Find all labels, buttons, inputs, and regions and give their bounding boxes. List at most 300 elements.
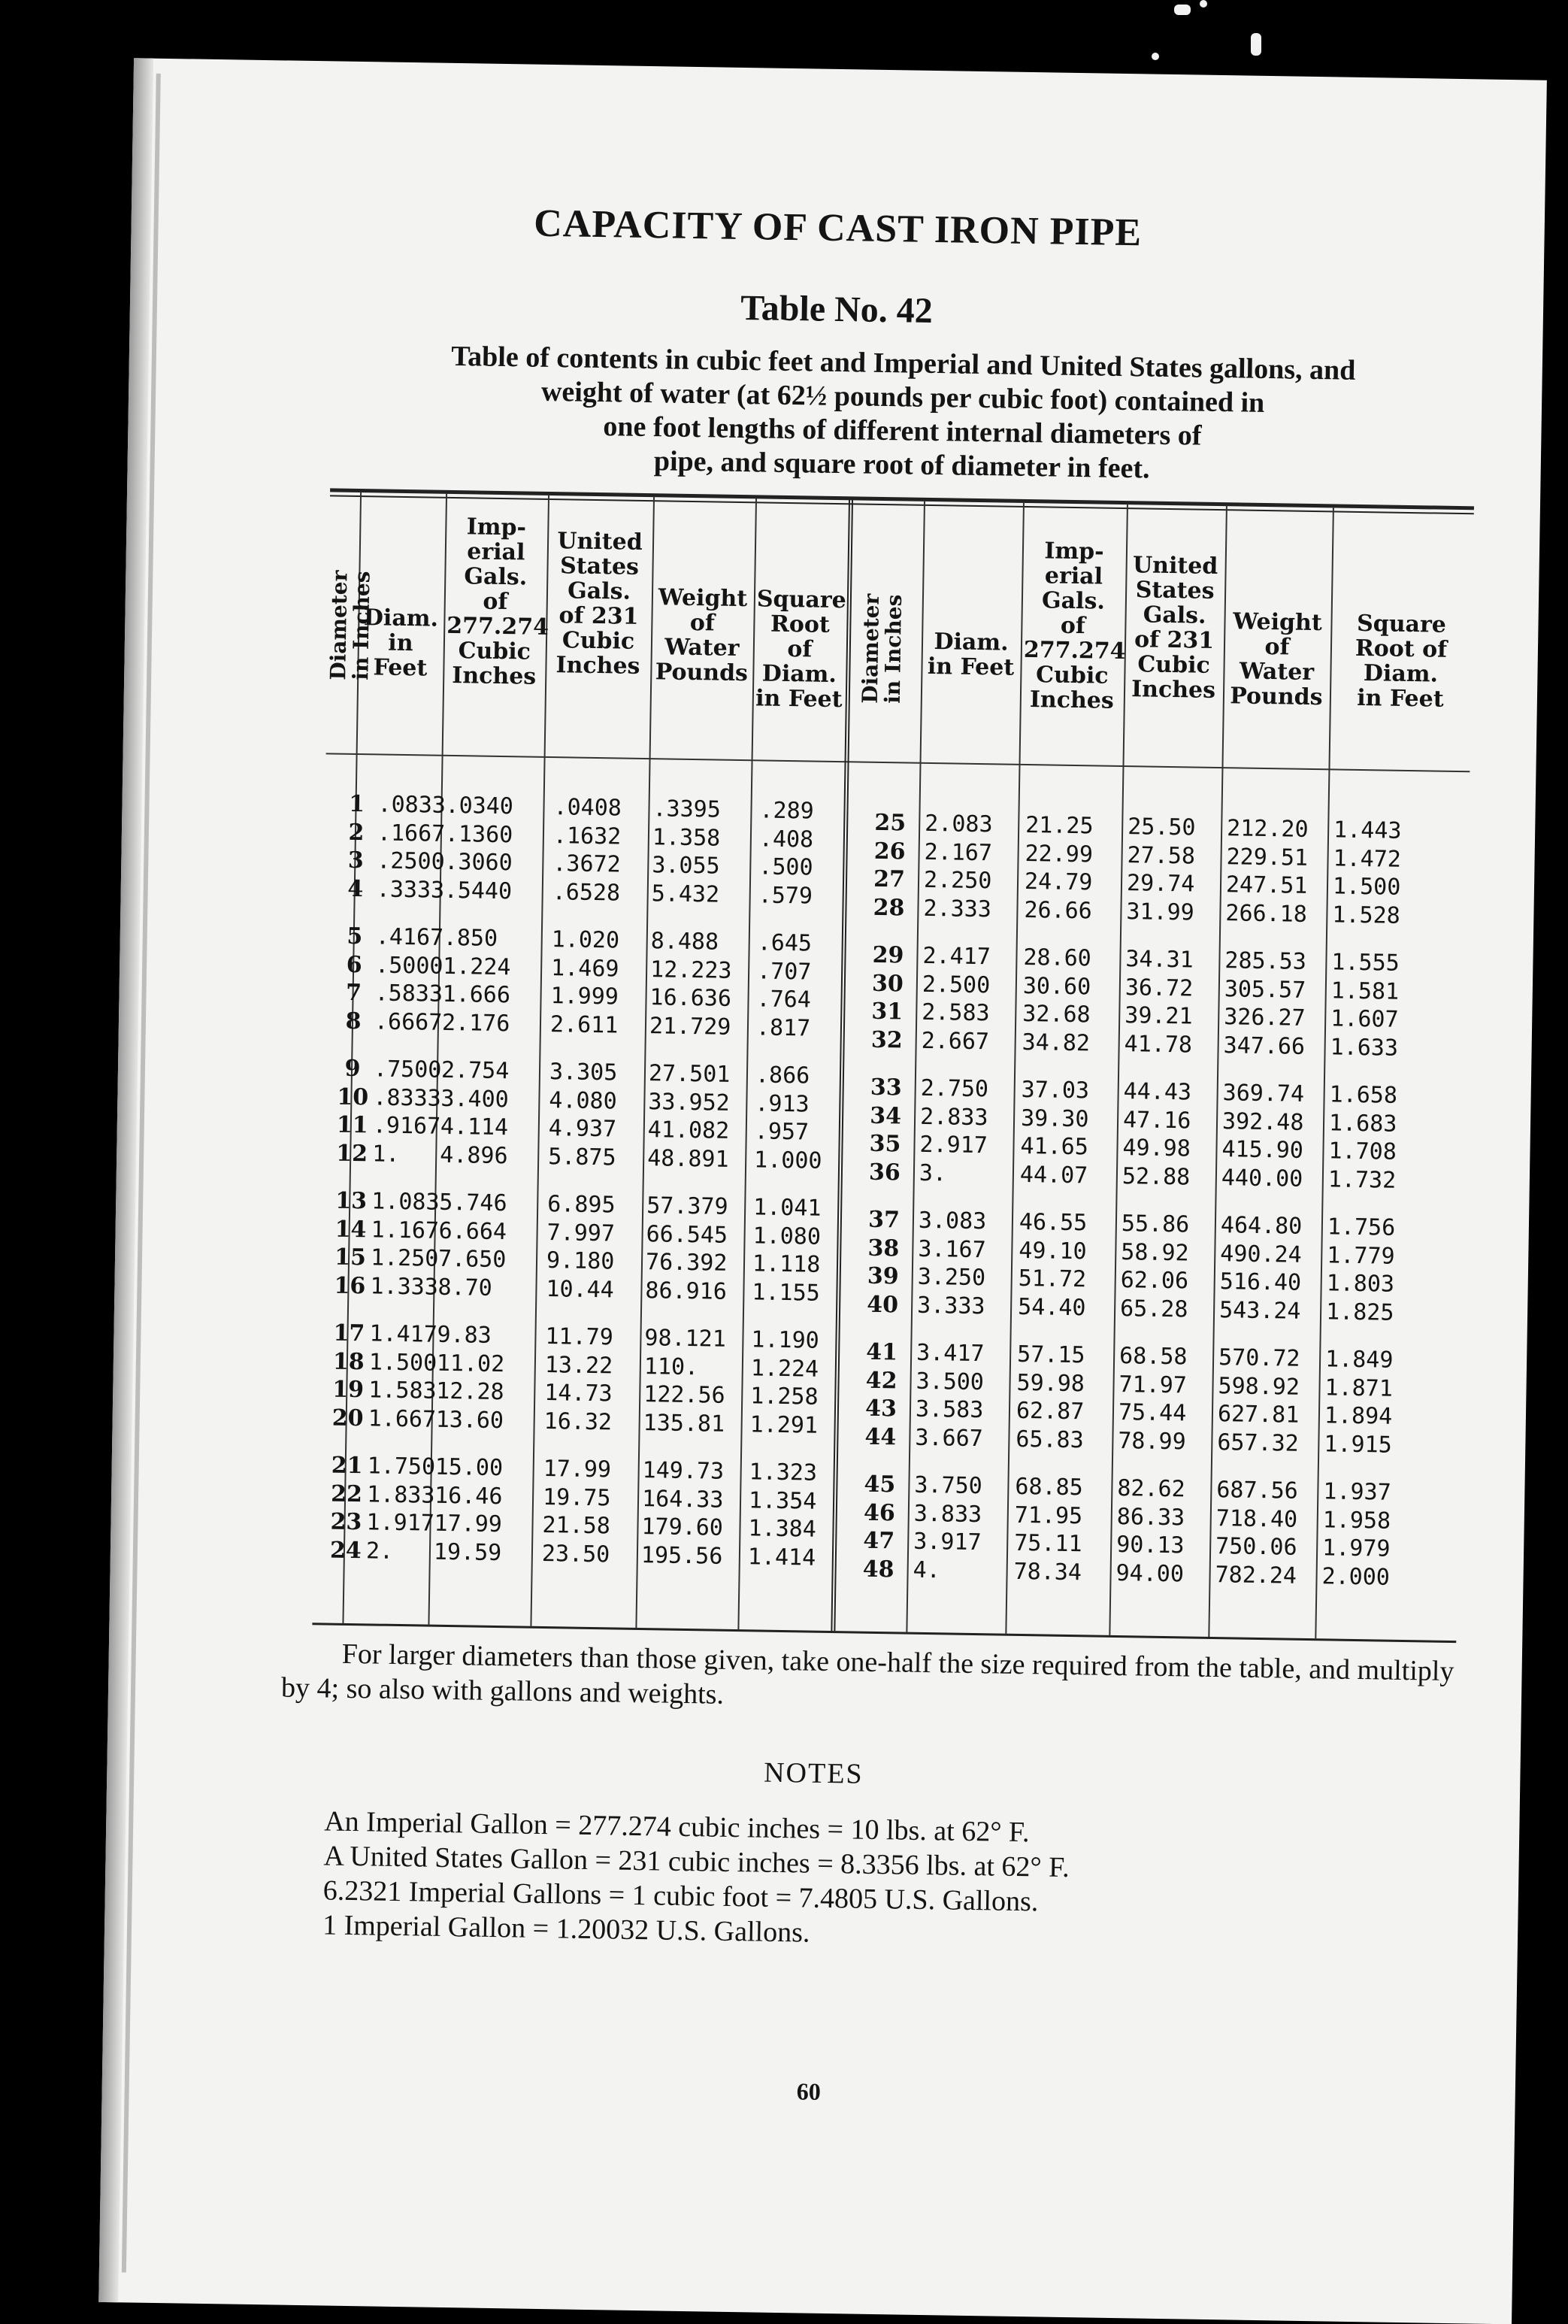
imperial-gals-cell: 44.07: [1019, 1161, 1088, 1189]
diam-feet-cell: 3.667: [915, 1424, 984, 1452]
header-line: in Feet: [373, 629, 428, 681]
note-line: 1 Imperial Gallon = 1.20032 U.S. Gallons.: [322, 1909, 810, 1949]
sqrt-diam-cell: .957: [754, 1118, 810, 1146]
us-gals-cell: 25.50: [1127, 814, 1196, 841]
us-gals-cell: 47.16: [1122, 1106, 1191, 1134]
header-us-gals-left: [548, 529, 649, 679]
weight-water-cell: 3.055: [652, 852, 720, 880]
header-line: Inches: [452, 662, 537, 690]
header-line: 277.274: [1023, 636, 1126, 665]
imperial-gals-cell: 22.99: [1025, 840, 1094, 868]
weight-water-cell: 718.40: [1215, 1504, 1298, 1533]
weight-water-cell: 516.40: [1219, 1268, 1302, 1296]
sqrt-diam-cell: 1.118: [752, 1250, 821, 1278]
diam-inches-cell: 10: [337, 1083, 369, 1110]
weight-water-cell: 247.51: [1225, 871, 1308, 899]
us-gals-cell: 75.44: [1118, 1399, 1187, 1427]
table-header-rule: [326, 753, 1470, 772]
header-line: United: [1132, 551, 1218, 580]
diam-inches-cell: 29: [872, 941, 904, 969]
imperial-gals-cell: 28.60: [1023, 944, 1092, 972]
header-line: of 231: [1134, 626, 1215, 654]
imperial-gals-cell: 37.03: [1021, 1076, 1090, 1104]
us-gals-cell: 82.62: [1117, 1475, 1185, 1503]
us-gals-cell: 49.98: [1122, 1135, 1191, 1162]
imperial-gals-cell: 62.87: [1016, 1397, 1085, 1426]
description-line: one foot lengths of different internal diameters of: [603, 411, 1202, 452]
header-line: Diam.: [363, 604, 439, 632]
sqrt-diam-cell: 1.000: [753, 1146, 822, 1174]
diam-feet-cell: 1.750: [367, 1453, 436, 1480]
imperial-gals-cell: 1.666: [442, 980, 511, 1009]
imperial-gals-cell: 26.66: [1024, 896, 1093, 924]
header-line: of: [1264, 633, 1290, 660]
description-line: pipe, and square root of diameter in feet.: [653, 445, 1150, 485]
weight-water-cell: 149.73: [642, 1457, 725, 1485]
sqrt-diam-cell: 1.414: [747, 1543, 816, 1571]
sqrt-diam-cell: 1.323: [749, 1459, 818, 1486]
description-line: Table of contents in cubic feet and Imperial and United States gallons, and: [451, 340, 1356, 386]
us-gals-cell: 6.895: [546, 1191, 616, 1219]
column-divider: [906, 501, 925, 1632]
diam-feet-cell: 3.250: [917, 1263, 986, 1292]
diam-feet-cell: 3.083: [918, 1207, 987, 1235]
imperial-gals-cell: 21.25: [1025, 811, 1094, 840]
header-line: Diam.: [1363, 659, 1439, 688]
diam-inches-cell: 12: [335, 1140, 368, 1167]
description-line: weight of water (at 62½ pounds per cubic foot) contained in: [540, 375, 1265, 419]
imperial-gals-cell: 12.28: [436, 1377, 504, 1406]
imperial-gals-cell: 51.72: [1018, 1265, 1087, 1293]
diam-feet-cell: 2.083: [924, 810, 993, 838]
us-gals-cell: 3.305: [549, 1059, 618, 1086]
sqrt-diam-cell: 1.258: [749, 1383, 819, 1410]
header-line: erial: [1044, 562, 1103, 590]
sqrt-diam-cell: 1.708: [1328, 1138, 1397, 1165]
diam-feet-cell: 2.250: [923, 866, 992, 895]
weight-water-cell: 598.92: [1218, 1372, 1300, 1401]
weight-water-cell: 5.432: [651, 880, 720, 908]
sqrt-diam-cell: 1.528: [1332, 901, 1400, 929]
diam-feet-cell: 2.833: [919, 1103, 988, 1131]
imperial-gals-cell: 3.400: [440, 1085, 510, 1113]
imperial-gals-cell: 65.83: [1016, 1426, 1084, 1453]
diam-feet-cell: 2.667: [921, 1027, 990, 1055]
weight-water-cell: 66.545: [646, 1220, 728, 1249]
diam-inches-cell: 19: [332, 1376, 365, 1404]
header-line: of: [1060, 612, 1086, 640]
sqrt-diam-cell: 1.894: [1324, 1402, 1393, 1430]
weight-water-cell: 229.51: [1226, 843, 1309, 871]
us-gals-cell: 29.74: [1126, 870, 1195, 898]
us-gals-cell: 7.997: [546, 1219, 616, 1247]
weight-water-cell: 347.66: [1223, 1032, 1306, 1060]
header-line: Diam.: [761, 659, 837, 688]
diam-feet-cell: 3.417: [916, 1339, 985, 1368]
header-weight-water-left: [653, 585, 751, 686]
us-gals-cell: 4.080: [549, 1086, 617, 1114]
sqrt-diam-cell: .707: [756, 957, 812, 986]
diam-feet-cell: 4.: [913, 1556, 941, 1583]
header-line: Weight: [1233, 608, 1322, 636]
us-gals-cell: 5.875: [547, 1143, 616, 1171]
header-line: Gals.: [464, 563, 528, 591]
header-line: Square: [1356, 610, 1447, 638]
diam-feet-cell: 2.750: [920, 1074, 989, 1103]
header-line: Diameter: [325, 570, 353, 680]
header-line: Imp-: [466, 514, 527, 541]
diam-feet-cell: .4167: [375, 923, 444, 951]
weight-water-cell: 627.81: [1217, 1401, 1300, 1429]
us-gals-cell: 1.469: [550, 954, 619, 983]
weight-water-cell: 369.74: [1222, 1080, 1305, 1107]
sqrt-diam-cell: 1.803: [1326, 1270, 1395, 1298]
header-line: of: [689, 609, 716, 636]
header-line: Pounds: [1230, 682, 1323, 711]
imperial-gals-cell: 6.664: [438, 1217, 507, 1245]
sqrt-diam-cell: 1.871: [1324, 1374, 1394, 1402]
diam-inches-cell: 16: [334, 1272, 366, 1299]
diam-inches-cell: 32: [870, 1026, 903, 1053]
sqrt-diam-cell: 1.915: [1324, 1430, 1392, 1459]
imperial-gals-cell: .5440: [443, 877, 513, 904]
imperial-gals-cell: 24.79: [1024, 868, 1093, 896]
us-gals-cell: 13.22: [544, 1351, 613, 1379]
table-description: [338, 338, 1467, 492]
header-line: Water: [664, 633, 740, 662]
header-line: of 231: [558, 601, 639, 630]
header-line: in Feet: [1357, 684, 1444, 713]
diam-inches-cell: 35: [869, 1130, 901, 1158]
imperial-gals-cell: 34.82: [1022, 1029, 1091, 1056]
note-line: An Imperial Gallon = 277.274 cubic inches = 10 lbs. at 62° F.: [323, 1805, 1030, 1849]
header-line: Gals.: [1041, 587, 1106, 615]
diam-inches-cell: 13: [335, 1187, 368, 1215]
us-gals-cell: 71.97: [1118, 1371, 1188, 1398]
book-page: [98, 58, 1547, 2324]
weight-water-cell: 12.223: [649, 956, 732, 984]
weight-water-cell: .3395: [652, 795, 722, 823]
diam-feet-cell: 1.250: [370, 1244, 439, 1272]
diam-inches-cell: 41: [866, 1338, 898, 1366]
diam-inches-cell: 6: [346, 951, 362, 978]
weight-water-cell: 57.379: [646, 1192, 728, 1220]
us-gals-cell: 44.43: [1123, 1078, 1192, 1106]
sqrt-diam-cell: 1.658: [1329, 1081, 1398, 1109]
imperial-gals-cell: 46.55: [1019, 1208, 1088, 1237]
weight-water-cell: 21.729: [649, 1012, 731, 1041]
weight-water-cell: 33.952: [648, 1088, 731, 1117]
diam-inches-cell: 43: [864, 1395, 898, 1423]
sqrt-diam-cell: 1.581: [1330, 977, 1400, 1005]
diam-inches-cell: 42: [865, 1367, 898, 1394]
header-line: erial: [467, 538, 525, 566]
sqrt-diam-cell: 1.354: [748, 1486, 817, 1515]
diam-feet-cell: 3.333: [916, 1292, 985, 1320]
notes-title: NOTES: [763, 1756, 864, 1790]
diam-inches-cell: 30: [871, 970, 904, 997]
sqrt-diam-cell: .408: [758, 825, 814, 853]
header-diam-feet-right: [924, 629, 1018, 680]
header-line: Cubic: [458, 638, 531, 665]
sqrt-diam-cell: 1.633: [1330, 1033, 1399, 1062]
us-gals-cell: 1.999: [550, 983, 619, 1011]
sqrt-diam-cell: 2.000: [1321, 1562, 1391, 1591]
us-gals-cell: 94.00: [1115, 1559, 1185, 1587]
header-sqrt-diam-left: [755, 586, 845, 712]
us-gals-cell: 41.78: [1124, 1030, 1193, 1059]
weight-water-cell: 179.60: [641, 1513, 724, 1541]
weight-water-cell: 750.06: [1215, 1533, 1297, 1561]
weight-water-cell: 86.916: [645, 1277, 728, 1305]
diam-inches-cell: 27: [873, 865, 906, 893]
header-line: Cubic: [1137, 650, 1211, 679]
us-gals-cell: 16.32: [543, 1407, 613, 1435]
header-line: in Inches: [348, 571, 375, 680]
us-gals-cell: .0408: [553, 794, 622, 822]
diam-feet-cell: 3.833: [913, 1500, 982, 1528]
sqrt-diam-cell: .764: [756, 986, 812, 1014]
weight-water-cell: 8.488: [650, 928, 719, 956]
imperial-gals-cell: .3060: [444, 848, 513, 877]
diam-inches-cell: 31: [871, 998, 904, 1026]
imperial-gals-cell: 5.746: [438, 1189, 507, 1217]
header-line: States: [559, 552, 640, 580]
us-gals-cell: 17.99: [543, 1456, 612, 1483]
header-line: in Feet: [755, 684, 843, 713]
weight-water-cell: 464.80: [1220, 1212, 1303, 1240]
notes: [322, 1804, 1070, 1955]
header-line: Pounds: [655, 658, 749, 686]
weight-water-cell: 98.121: [644, 1325, 727, 1353]
us-gals-cell: 27.58: [1127, 841, 1196, 870]
us-gals-cell: 90.13: [1115, 1532, 1185, 1559]
header-line: Imp-: [1044, 538, 1104, 565]
imperial-gals-cell: 2.754: [440, 1056, 510, 1085]
weight-water-cell: 392.48: [1221, 1107, 1304, 1136]
imperial-gals-cell: .0340: [445, 792, 514, 820]
diam-feet-cell: 2.: [365, 1537, 394, 1565]
sqrt-diam-cell: .500: [758, 853, 813, 881]
us-gals-cell: 4.937: [548, 1115, 617, 1143]
diam-feet-cell: 1.: [371, 1140, 400, 1168]
diam-inches-cell: 7: [345, 979, 362, 1007]
imperial-gals-cell: 49.10: [1019, 1237, 1087, 1265]
diam-inches-cell: 47: [863, 1527, 895, 1555]
us-gals-cell: .3672: [552, 850, 621, 878]
header-line: Diameter: [857, 593, 885, 704]
diam-feet-cell: 2.417: [922, 942, 991, 971]
sqrt-diam-cell: .645: [757, 929, 813, 957]
diam-feet-cell: 2.917: [919, 1131, 988, 1159]
diam-feet-cell: 1.417: [369, 1320, 438, 1348]
imperial-gals-cell: 1.224: [442, 953, 511, 980]
diam-inches-cell: 28: [873, 894, 905, 921]
imperial-gals-cell: 68.85: [1015, 1473, 1083, 1501]
diam-feet-cell: 3.583: [915, 1395, 984, 1424]
us-gals-cell: 14.73: [544, 1380, 613, 1407]
imperial-gals-cell: 54.40: [1017, 1293, 1086, 1321]
sqrt-diam-cell: 1.080: [752, 1222, 822, 1250]
diam-inches-cell: 14: [334, 1216, 367, 1243]
imperial-gals-cell: 75.11: [1013, 1529, 1082, 1558]
diam-feet-cell: .0833: [377, 791, 446, 819]
imperial-gals-cell: 2.176: [441, 1009, 510, 1037]
diam-feet-cell: 2.333: [923, 895, 992, 923]
sqrt-diam-cell: 1.224: [750, 1354, 819, 1383]
diam-inches-cell: 23: [330, 1508, 362, 1536]
header-diam-inches-right: [858, 574, 906, 725]
sqrt-diam-cell: 1.190: [751, 1326, 820, 1354]
imperial-gals-cell: 57.15: [1016, 1341, 1085, 1369]
weight-water-cell: 41.082: [647, 1117, 730, 1144]
diam-feet-cell: 3.: [919, 1159, 947, 1186]
imperial-gals-cell: 11.02: [436, 1350, 505, 1377]
header-line: Gals.: [567, 577, 631, 605]
sqrt-diam-cell: .579: [758, 881, 813, 910]
diam-inches-cell: 45: [864, 1471, 896, 1498]
diam-inches-cell: 20: [331, 1404, 364, 1432]
imperial-gals-cell: 15.00: [434, 1453, 504, 1482]
sqrt-diam-cell: 1.291: [749, 1410, 819, 1439]
header-line: Inches: [555, 651, 640, 680]
diam-inches-cell: 48: [862, 1556, 894, 1583]
diam-inches-cell: 3: [347, 847, 365, 874]
sqrt-diam-cell: 1.555: [1331, 949, 1400, 977]
table-top-rule: [330, 488, 1474, 514]
diam-feet-cell: .8333: [373, 1083, 442, 1112]
weight-water-cell: 687.56: [1216, 1477, 1299, 1504]
weight-water-cell: 440.00: [1221, 1164, 1303, 1192]
us-gals-cell: 2.611: [549, 1011, 619, 1039]
imperial-gals-cell: 8.70: [437, 1274, 493, 1301]
us-gals-cell: 58.92: [1121, 1238, 1189, 1266]
diam-feet-cell: 1.500: [368, 1348, 437, 1377]
weight-water-cell: 657.32: [1217, 1429, 1300, 1457]
diam-feet-cell: 1.583: [368, 1377, 437, 1404]
diam-feet-cell: .6667: [374, 1007, 443, 1036]
diam-feet-cell: 1.083: [371, 1188, 440, 1216]
us-gals-cell: 10.44: [546, 1275, 615, 1303]
diam-feet-cell: 3.750: [914, 1471, 983, 1500]
us-gals-cell: 31.99: [1126, 898, 1195, 926]
us-gals-cell: 86.33: [1116, 1503, 1185, 1531]
sqrt-diam-cell: 1.384: [748, 1515, 817, 1543]
sqrt-diam-cell: 1.500: [1332, 873, 1401, 901]
diam-inches-cell: 9: [344, 1055, 361, 1083]
diam-feet-cell: 2.500: [922, 971, 991, 998]
imperial-gals-cell: 4.896: [439, 1141, 508, 1169]
imperial-gals-cell: 19.59: [433, 1538, 502, 1566]
diam-feet-cell: 1.833: [366, 1480, 435, 1509]
diam-feet-cell: 3.167: [918, 1235, 986, 1263]
weight-water-cell: 266.18: [1225, 899, 1308, 928]
us-gals-cell: 62.06: [1120, 1267, 1189, 1295]
imperial-gals-cell: 4.114: [440, 1113, 509, 1141]
imperial-gals-cell: .850: [443, 924, 498, 952]
diam-inches-cell: 46: [863, 1499, 895, 1526]
header-diam-feet-left: [360, 605, 441, 681]
table-number: Table No. 42: [740, 287, 934, 331]
page-title: CAPACITY OF CAST IRON PIPE: [533, 201, 1143, 255]
diam-inches-cell: 40: [867, 1291, 899, 1318]
sqrt-diam-cell: 1.779: [1327, 1241, 1395, 1270]
sqrt-diam-cell: 1.979: [1321, 1535, 1391, 1562]
sqrt-diam-cell: 1.155: [752, 1278, 821, 1307]
diam-inches-cell: 37: [867, 1206, 901, 1234]
header-line: Inches: [1131, 675, 1216, 704]
diam-feet-cell: .3333: [376, 875, 445, 904]
header-sqrt-diam-right: [1333, 611, 1470, 712]
imperial-gals-cell: 59.98: [1016, 1369, 1085, 1397]
us-gals-cell: 52.88: [1122, 1162, 1191, 1190]
diam-inches-cell: 21: [331, 1452, 363, 1480]
diam-inches-cell: 18: [332, 1348, 365, 1375]
sqrt-diam-cell: .913: [755, 1089, 810, 1118]
header-line: States: [1135, 576, 1215, 604]
sqrt-diam-cell: .866: [755, 1062, 810, 1089]
header-line: Weight: [658, 583, 748, 612]
diam-feet-cell: 1.167: [371, 1216, 440, 1244]
us-gals-cell: 39.21: [1125, 1002, 1193, 1030]
header-line: Root of: [770, 611, 831, 663]
header-line: Cubic: [1035, 662, 1109, 689]
us-gals-cell: .6528: [552, 878, 621, 907]
imperial-gals-cell: 17.99: [434, 1510, 503, 1538]
weight-water-cell: 305.57: [1224, 975, 1306, 1004]
header-line: Root of: [1355, 635, 1448, 663]
diam-feet-cell: 1.333: [370, 1272, 439, 1301]
sqrt-diam-cell: .289: [759, 797, 815, 825]
diam-feet-cell: .1667: [377, 819, 446, 847]
sqrt-diam-cell: 1.849: [1324, 1346, 1394, 1374]
header-line: United: [557, 527, 643, 556]
diam-feet-cell: .5833: [374, 980, 443, 1007]
us-gals-cell: 11.79: [545, 1323, 614, 1351]
diam-inches-cell: 24: [329, 1537, 362, 1564]
page-number: 60: [796, 2077, 822, 2105]
diam-inches-cell: 38: [867, 1235, 900, 1262]
weight-water-cell: 1.358: [652, 823, 721, 852]
imperial-gals-cell: 71.95: [1014, 1501, 1083, 1529]
header-line: in Inches: [879, 594, 907, 704]
diam-feet-cell: .7500: [373, 1056, 442, 1083]
diam-feet-cell: 1.667: [368, 1404, 437, 1433]
diam-inches-cell: 17: [333, 1320, 365, 1347]
diam-feet-cell: 2.167: [924, 838, 993, 866]
us-gals-cell: 19.75: [542, 1483, 611, 1511]
diam-feet-cell: 3.500: [916, 1368, 985, 1395]
diam-feet-cell: 2.583: [922, 998, 990, 1027]
sqrt-diam-cell: 1.732: [1327, 1165, 1397, 1194]
diam-inches-cell: 44: [864, 1423, 897, 1450]
diam-inches-cell: 1: [348, 790, 365, 818]
note-line: 6.2321 Imperial Gallons = 1 cubic foot = 7.4805 U.S. Gallons.: [322, 1874, 1039, 1918]
imperial-gals-cell: 39.30: [1020, 1104, 1089, 1132]
weight-water-cell: 135.81: [643, 1409, 725, 1438]
header-line: Cubic: [562, 626, 635, 655]
us-gals-cell: 21.58: [542, 1512, 611, 1540]
sqrt-diam-cell: 1.443: [1333, 817, 1402, 844]
header-line: in Feet: [927, 653, 1015, 681]
header-line: Square: [756, 585, 846, 614]
imperial-gals-cell: 16.46: [434, 1482, 503, 1510]
imperial-gals-cell: .1360: [444, 820, 513, 848]
sqrt-diam-cell: 1.472: [1333, 844, 1402, 873]
weight-water-cell: 122.56: [643, 1381, 725, 1409]
imperial-gals-cell: 13.60: [435, 1406, 504, 1434]
header-line: Inches: [1029, 686, 1115, 714]
